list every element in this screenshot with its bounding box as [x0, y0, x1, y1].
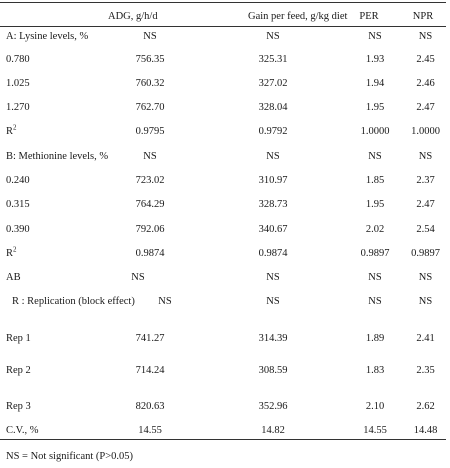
table-row	[0, 364, 450, 378]
cell-npr: 2.35	[416, 365, 435, 376]
cell-adg: 764.29	[135, 199, 165, 210]
cell-gain-per-feed: 328.73	[258, 199, 288, 210]
cell-gain-per-feed: NS	[266, 272, 280, 283]
row-label-text: 0.315	[6, 199, 30, 210]
row-label-text: R : Replication (block effect)	[12, 296, 135, 307]
row-label	[6, 364, 31, 378]
cell-per: NS	[368, 272, 382, 283]
row-label-text: B: Methionine levels, %	[6, 151, 109, 162]
cell-adg: 760.32	[135, 78, 165, 89]
cell-npr: 2.41	[416, 333, 435, 344]
cell-gain-per-feed: 308.59	[258, 365, 288, 376]
row-label-text: 1.270	[6, 102, 30, 113]
row-label	[6, 150, 108, 164]
table-row	[0, 271, 450, 285]
cell-adg: 792.06	[135, 224, 165, 235]
table-row	[0, 223, 450, 237]
row-label-text: A: Lysine levels, %	[6, 31, 89, 42]
table-row	[0, 101, 450, 115]
row-label	[6, 332, 31, 346]
row-label-text: 0.780	[6, 54, 30, 65]
row-label-text: 1.025	[6, 78, 30, 89]
cell-gain-per-feed: NS	[266, 151, 280, 162]
row-label-text: Rep 3	[6, 401, 31, 412]
cell-adg: 820.63	[135, 401, 165, 412]
cell-npr: 2.37	[416, 175, 435, 186]
cell-gain-per-feed: 314.39	[258, 333, 288, 344]
table-row	[0, 198, 450, 212]
cell-npr: NS	[418, 31, 433, 42]
table-row	[0, 77, 450, 91]
row-label	[12, 295, 135, 309]
cell-npr: 1.0000	[411, 126, 440, 137]
cell-adg: 714.24	[135, 365, 165, 376]
cell-npr: 14.48	[413, 425, 438, 436]
cell-npr: 2.47	[416, 199, 435, 210]
table-row	[0, 125, 450, 139]
cell-adg: 0.9874	[135, 248, 165, 259]
row-label-text: Rep 1	[6, 333, 31, 344]
table-row	[0, 53, 450, 67]
row-label	[6, 247, 17, 261]
row-label	[6, 77, 30, 91]
cell-gain-per-feed: 325.31	[258, 54, 288, 65]
table-row	[0, 150, 450, 164]
cell-npr: NS	[418, 151, 433, 162]
cell-gain-per-feed: 328.04	[258, 102, 288, 113]
cell-gain-per-feed: 352.96	[258, 401, 288, 412]
cell-per: 2.02	[365, 224, 385, 235]
cell-adg: NS	[143, 31, 157, 42]
cell-per: NS	[368, 151, 382, 162]
table-row	[0, 295, 450, 309]
cell-npr: 2.45	[416, 54, 435, 65]
cell-npr: NS	[418, 296, 433, 307]
row-label	[6, 223, 30, 237]
cell-per: 1.0000	[360, 126, 390, 137]
table-row	[0, 424, 450, 438]
cell-gain-per-feed: NS	[266, 296, 280, 307]
cell-gain-per-feed: 310.97	[258, 175, 288, 186]
cell-adg: NS	[143, 151, 157, 162]
cell-per: NS	[368, 31, 382, 42]
cell-adg: 14.55	[138, 425, 162, 436]
row-label-text: 0.240	[6, 175, 30, 186]
table-row	[0, 30, 450, 44]
header-per: PER	[359, 11, 379, 22]
cell-gain-per-feed: 327.02	[258, 78, 288, 89]
cell-per: NS	[368, 296, 382, 307]
cell-npr: NS	[418, 272, 433, 283]
cell-adg: 762.70	[135, 102, 165, 113]
table-header-row	[0, 10, 450, 24]
cell-gain-per-feed: 340.67	[258, 224, 288, 235]
cell-per: 14.55	[363, 425, 387, 436]
cell-npr: 2.54	[416, 224, 435, 235]
table-row	[0, 247, 450, 261]
row-label-text: R	[6, 248, 14, 259]
cell-per: 0.9897	[360, 248, 390, 259]
cell-gain-per-feed: 14.82	[261, 425, 285, 436]
cell-per: 1.89	[365, 333, 385, 344]
table-footnote: NS = Not significant (P>0.05)	[6, 451, 134, 462]
cell-per: 1.95	[365, 199, 385, 210]
header-gain-per-feed: Gain per feed, g/kg diet	[248, 11, 348, 22]
cell-per: 2.10	[365, 401, 385, 412]
cell-per: 1.85	[365, 175, 385, 186]
row-label	[6, 125, 17, 139]
row-label-text: Rep 2	[6, 365, 31, 376]
table-row	[0, 400, 450, 414]
cell-npr: 2.46	[416, 78, 435, 89]
row-label-text: 0.390	[6, 224, 30, 235]
header-bottom-rule	[0, 26, 446, 27]
cell-adg: NS	[158, 296, 172, 307]
cell-gain-per-feed: 0.9874	[258, 248, 288, 259]
cell-per: 1.93	[365, 54, 385, 65]
header-adg: ADG, g/h/d	[108, 11, 158, 22]
row-label-superscript: 2	[13, 123, 17, 132]
table-top-rule	[0, 2, 446, 3]
row-label-text: AB	[6, 272, 21, 283]
row-label	[6, 53, 30, 67]
row-label	[6, 271, 21, 285]
cell-npr: 0.9897	[411, 248, 440, 259]
cell-gain-per-feed: 0.9792	[258, 126, 288, 137]
cell-npr: 2.47	[416, 102, 435, 113]
row-label	[6, 400, 31, 414]
cell-per: 1.94	[365, 78, 385, 89]
row-label-superscript: 2	[13, 245, 17, 254]
cell-per: 1.95	[365, 102, 385, 113]
row-label-text: R	[6, 126, 14, 137]
cell-adg: 741.27	[135, 333, 165, 344]
row-label	[6, 198, 30, 212]
header-npr: NPR	[412, 11, 434, 22]
table-row	[0, 332, 450, 346]
row-label	[6, 424, 38, 438]
row-label	[6, 101, 30, 115]
row-label	[6, 30, 88, 44]
cell-per: 1.83	[365, 365, 385, 376]
table-bottom-rule	[0, 439, 446, 440]
row-label	[6, 174, 30, 188]
cell-adg: NS	[131, 272, 145, 283]
row-label-text: C.V., %	[6, 425, 39, 436]
cell-gain-per-feed: NS	[266, 31, 280, 42]
table-row	[0, 174, 450, 188]
cell-adg: 723.02	[135, 175, 165, 186]
cell-adg: 0.9795	[135, 126, 165, 137]
cell-adg: 756.35	[135, 54, 165, 65]
cell-npr: 2.62	[416, 401, 435, 412]
